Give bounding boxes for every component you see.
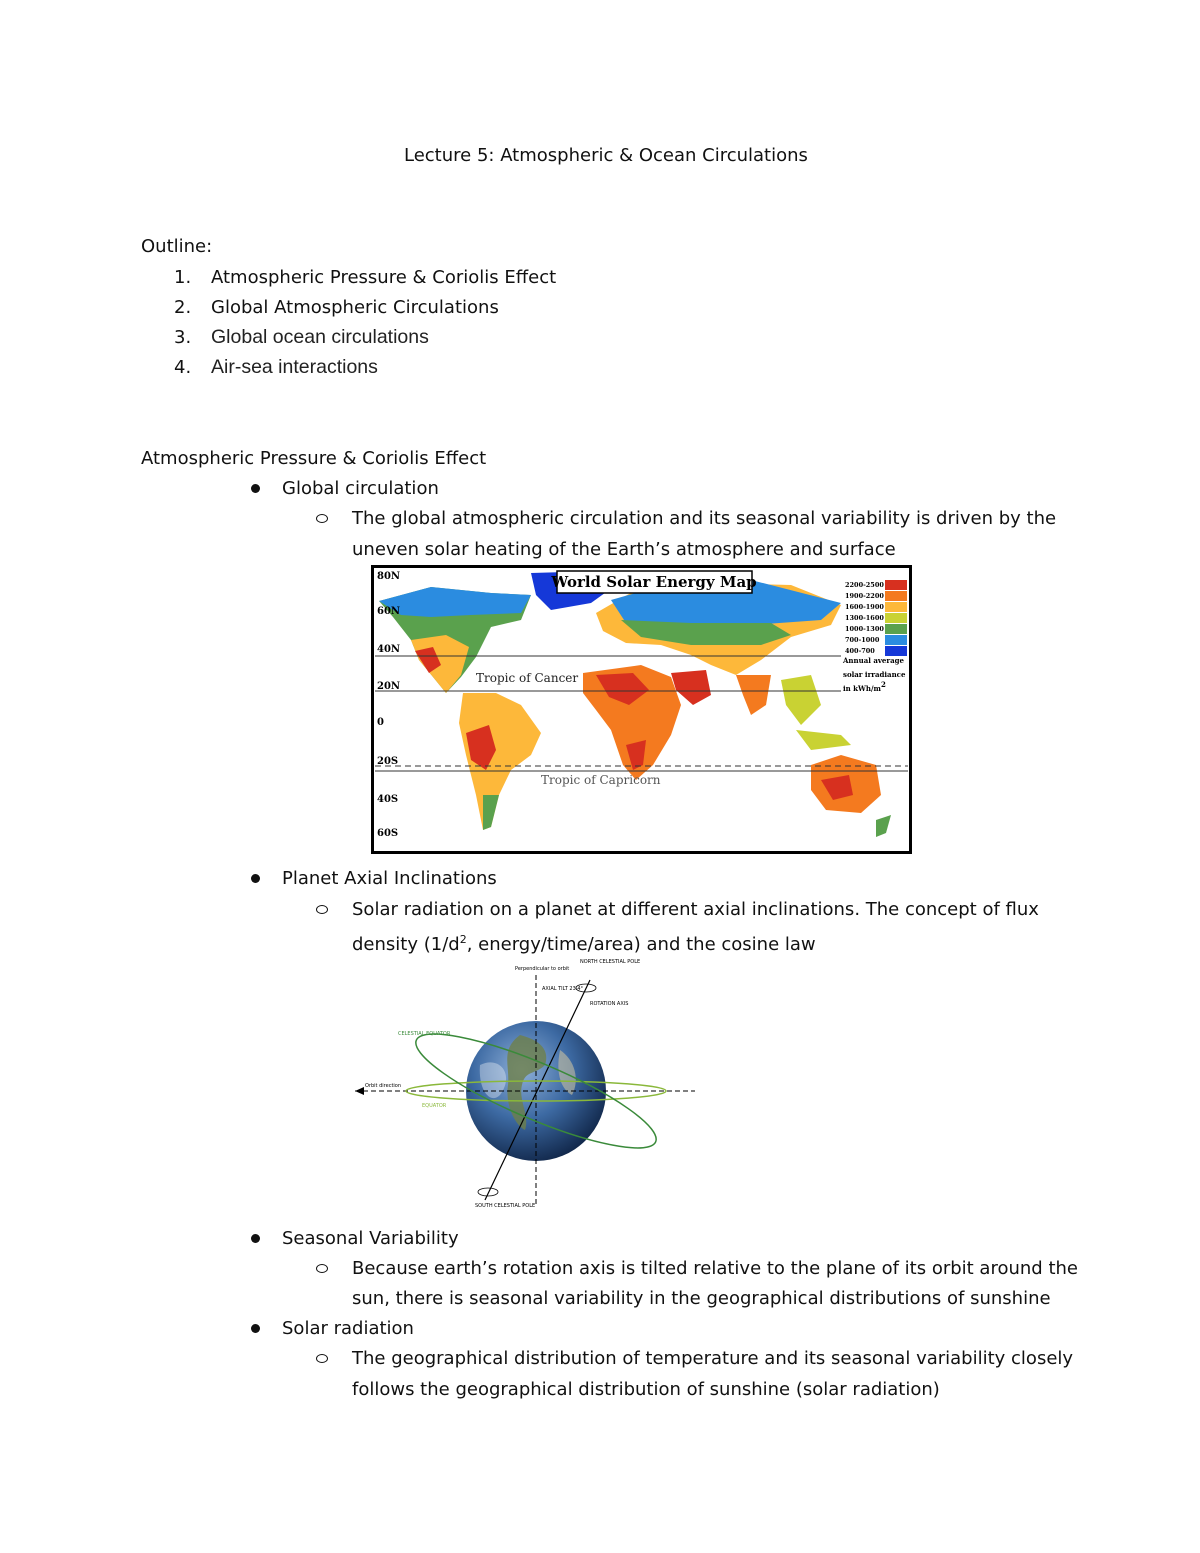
legend-range-label: 1300-1600 [845, 614, 884, 622]
bullet-seasonal-variability: Seasonal Variability [282, 1228, 459, 1249]
lat-label: 80N [377, 571, 401, 582]
sub-text-line: The global atmospheric circulation and its seasonal variability is driven by the [352, 508, 1057, 529]
outline-num-4: 4. [174, 357, 192, 378]
earth-label: AXIAL TILT 23.4° [542, 986, 584, 992]
sub-text-line: Solar radiation on a planet at different axial inclinations. The concept of flux [352, 899, 1039, 920]
lat-label: 60N [377, 606, 401, 617]
sub-bullet-circle [316, 1354, 328, 1363]
legend-caption: in kWh/m [843, 684, 881, 693]
legend-swatch [885, 613, 907, 623]
legend-swatch [885, 580, 907, 590]
legend-swatch [885, 635, 907, 645]
earth-label: CELESTIAL EQUATOR [398, 1031, 451, 1037]
outline-item-1: Atmospheric Pressure & Coriolis Effect [211, 267, 557, 288]
bullet-dot [251, 874, 260, 883]
lat-label: 60S [377, 828, 399, 839]
solar-map-title: World Solar Energy Map [551, 573, 757, 591]
legend-range-label: 1000-1300 [845, 625, 884, 633]
earth-label: ROTATION AXIS [590, 1001, 629, 1007]
outline-item-3: Global ocean circulations [211, 326, 429, 348]
legend-range-label: 2200-2500 [845, 581, 884, 589]
lat-label: 20S [377, 756, 399, 767]
bullet-solar-radiation: Solar radiation [282, 1318, 414, 1339]
sub-text-line: Because earth’s rotation axis is tilted relative to the plane of its orbit around the [352, 1258, 1078, 1279]
earth-label: Perpendicular to orbit [515, 966, 570, 972]
page-title: Lecture 5: Atmospheric & Ocean Circulations [404, 145, 808, 166]
lat-label: 40S [377, 794, 399, 805]
lat-label: 0 [377, 717, 384, 728]
lat-label: 40N [377, 644, 401, 655]
sub-text-line: The geographical distribution of temperature and its seasonal variability closely [352, 1348, 1074, 1369]
tropic-of-capricorn-label: Tropic of Capricorn [541, 773, 661, 787]
legend-caption: Annual average [843, 656, 904, 665]
earth-label: NORTH CELESTIAL POLE [580, 959, 641, 965]
outline-num-2: 2. [174, 297, 192, 318]
outline-num-3: 3. [174, 327, 192, 348]
earth-label: Orbit direction [365, 1083, 402, 1089]
earth-axial-tilt-figure [350, 955, 700, 1220]
legend-swatch [885, 624, 907, 634]
sub-text-line: follows the geographical distribution of sunshine (solar radiation) [352, 1379, 940, 1400]
bullet-dot [251, 1324, 260, 1333]
sub-text-line-flux: density ($1/d^2$, energy/time/area) and the cosine law [352, 933, 816, 955]
sub-text-line: sun, there is seasonal variability in the geographical distributions of sunshine [352, 1288, 1051, 1309]
sub-bullet-circle [316, 1264, 328, 1273]
legend-range-label: 400-700 [845, 647, 875, 655]
outline-item-2: Global Atmospheric Circulations [211, 297, 499, 318]
outline-num-1: 1. [174, 267, 192, 288]
sub-bullet-circle [316, 514, 328, 523]
tropic-of-cancer-label: Tropic of Cancer [476, 671, 579, 685]
outline-heading: Outline: [141, 236, 213, 257]
legend-swatch [885, 646, 907, 656]
world-solar-energy-map [371, 565, 912, 854]
earth-label: SOUTH CELESTIAL POLE [475, 1203, 536, 1209]
legend-caption: solar irradiance [843, 670, 906, 679]
section-heading: Atmospheric Pressure & Coriolis Effect [141, 448, 487, 469]
sub-bullet-circle [316, 905, 328, 914]
legend-range-label: 1600-1900 [845, 603, 884, 611]
lat-label: 20N [377, 681, 401, 692]
sub-text-line: uneven solar heating of the Earth’s atmosphere and surface [352, 539, 896, 560]
legend-range-label: 1900-2200 [845, 592, 884, 600]
outline-item-4: Air-sea interactions [211, 356, 378, 378]
legend-range-label: 700-1000 [845, 636, 880, 644]
earth-label: EQUATOR [422, 1103, 447, 1109]
bullet-global-circulation: Global circulation [282, 478, 439, 499]
legend-swatch [885, 591, 907, 601]
bullet-planet-axial-inclinations: Planet Axial Inclinations [282, 868, 497, 889]
bullet-dot [251, 484, 260, 493]
bullet-dot [251, 1234, 260, 1243]
legend-caption-superscript: 2 [881, 680, 886, 689]
legend-swatch [885, 602, 907, 612]
